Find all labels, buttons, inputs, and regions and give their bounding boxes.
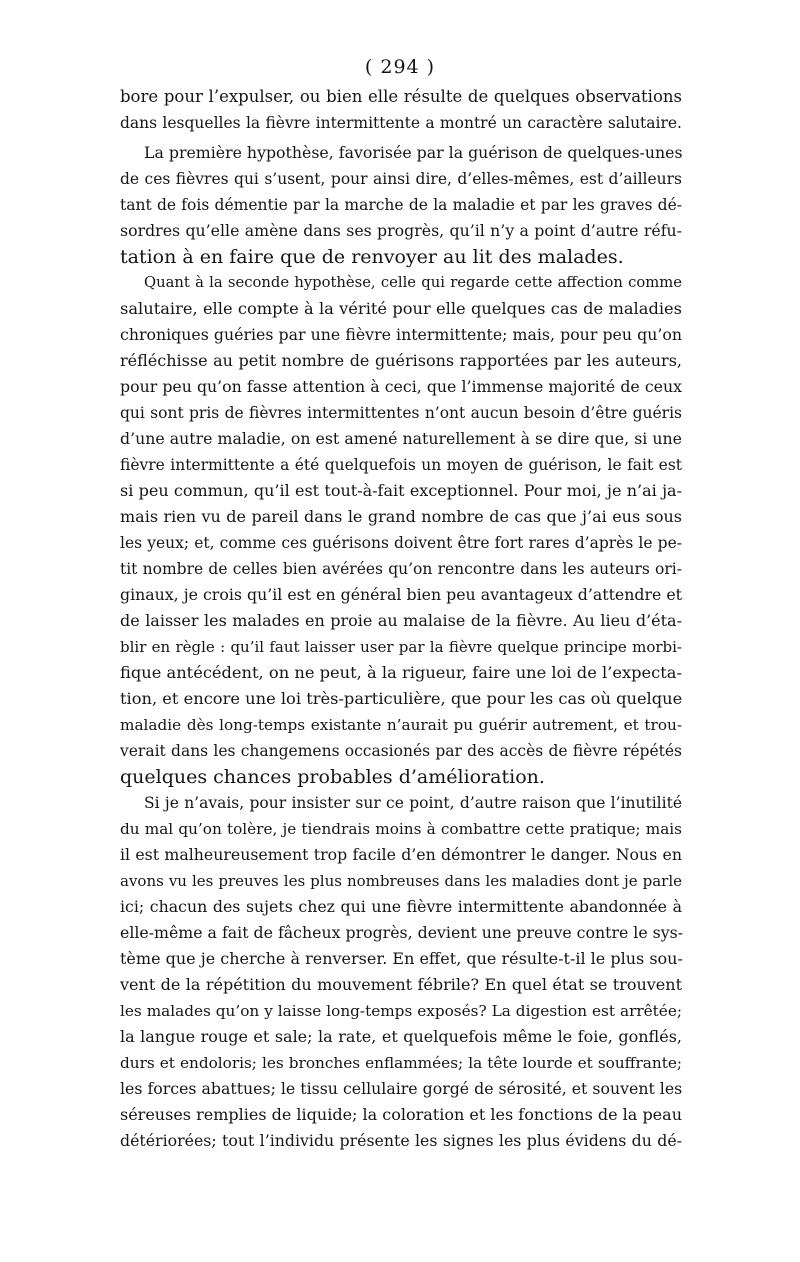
text-line: du mal qu’on tolère, je tiendrais moins à combattre cette pratique; mais	[120, 820, 682, 838]
text-line: il est malheureusement trop facile d’en démontrer le danger. Nous en	[120, 845, 682, 864]
text-line: La première hypothèse, favorisée par la guérison de quelques-unes	[144, 143, 683, 162]
text-line: fique antécédent, on ne peut, à la rigueur, faire une loi de l’expecta-	[120, 663, 682, 682]
text-line: quelques chances probables d’amélioration.	[120, 766, 545, 788]
text-line: d’une autre maladie, on est amené naturellement à se dire que, si une	[120, 429, 682, 448]
text-line: si peu commun, qu’il est tout-à-fait exceptionnel. Pour moi, je n’ai ja-	[120, 481, 682, 500]
text-line: les forces abattues; le tissu cellulaire gorgé de sérosité, et souvent les	[120, 1079, 683, 1098]
text-line: durs et endoloris; les bronches enflammées; la tête lourde et souffrante;	[120, 1054, 682, 1072]
text-line: les malades qu’on y laisse long-temps exposés? La digestion est arrêtée;	[120, 1002, 682, 1020]
page-number: ( 294 )	[364, 56, 436, 78]
text-line: ici; chacun des sujets chez qui une fièvre intermittente abandonnée à	[120, 897, 682, 916]
text-line: chroniques guéries par une fièvre intermittente; mais, pour peu qu’on	[120, 325, 682, 344]
text-line: pour peu qu’on fasse attention à ceci, que l’immense majorité de ceux	[120, 377, 682, 396]
text-line: tit nombre de celles bien avérées qu’on rencontre dans les auteurs ori-	[120, 560, 682, 578]
text-line: détériorées; tout l’individu présente les signes les plus évidens du dé-	[120, 1131, 682, 1150]
text-line: tant de fois démentie par la marche de la maladie et par les graves dé-	[120, 196, 682, 214]
text-line: fièvre intermittente a été quelquefois un moyen de guérison, le fait est	[120, 456, 682, 474]
text-line: verait dans les changemens occasionés par des accès de fièvre répétés	[120, 742, 682, 760]
text-line: ginaux, je crois qu’il est en général bien peu avantageux d’attendre et	[120, 585, 682, 604]
text-line: avons vu les preuves les plus nombreuses dans les maladies dont je parle	[120, 872, 682, 890]
text-line: sordres qu’elle amène dans ses progrès, qu’il n’y a point d’autre réfu-	[120, 221, 682, 240]
text-line: de ces fièvres qui s’usent, pour ainsi dire, d’elles-mêmes, est d’ailleurs	[120, 170, 682, 188]
text-line: qui sont pris de fièvres intermittentes n’ont aucun besoin d’être guéris	[120, 404, 682, 422]
text-line: Quant à la seconde hypothèse, celle qui regarde cette affection comme	[144, 274, 682, 291]
text-line: tème que je cherche à renverser. En effet, que résulte-t-il le plus sou-	[120, 949, 683, 968]
text-line: de laisser les malades en proie au malaise de la fièvre. Au lieu d’éta-	[120, 611, 682, 630]
text-line: la langue rouge et sale; la rate, et quelquefois même le foie, gonflés,	[120, 1027, 682, 1046]
text-line: elle-même a fait de fâcheux progrès, devient une preuve contre le sys-	[120, 923, 684, 942]
text-line: blir en règle : qu’il faut laisser user par la fièvre quelque principe morbi-	[120, 638, 682, 656]
text-line: vent de la répétition du mouvement fébrile? En quel état se trouvent	[120, 975, 682, 994]
text-line: maladie dès long-temps existante n’aurait pu guérir autrement, et trou-	[120, 716, 682, 734]
text-line: tation à en faire que de renvoyer au lit des malades.	[120, 246, 624, 268]
text-line: bore pour l’expulser, ou bien elle résulte de quelques observations	[120, 87, 682, 106]
text-line: salutaire, elle compte à la vérité pour elle quelques cas de maladies	[120, 299, 682, 318]
text-line: dans lesquelles la fièvre intermittente a montré un caractère salutaire.	[120, 114, 682, 132]
text-line: Si je n’avais, pour insister sur ce point, d’autre raison que l’inutilité	[144, 794, 682, 812]
text-line: les yeux; et, comme ces guérisons doivent être fort rares d’après le pe-	[120, 534, 682, 552]
text-line: mais rien vu de pareil dans le grand nombre de cas que j’ai eus sous	[120, 507, 682, 526]
text-line: réfléchisse au petit nombre de guérisons rapportées par les auteurs,	[120, 351, 682, 370]
text-line: tion, et encore une loi très-particulière, que pour les cas où quelque	[120, 689, 683, 708]
text-line: séreuses remplies de liquide; la coloration et les fonctions de la peau	[120, 1105, 682, 1124]
